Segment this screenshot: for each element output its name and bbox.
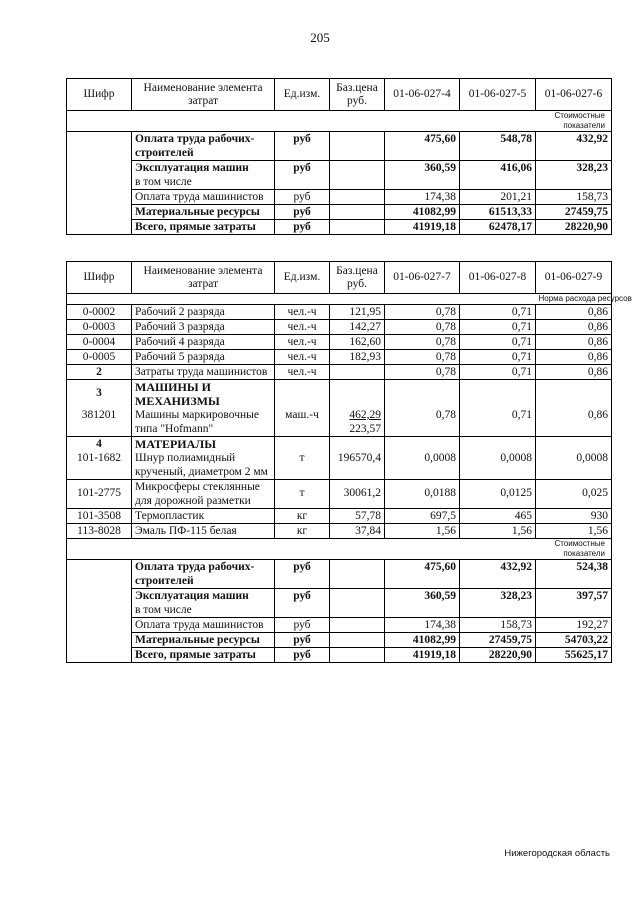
row-code: 0-0002	[67, 305, 132, 320]
row-name: Эксплуатация машин	[132, 161, 275, 176]
cell-value: 0,86	[536, 365, 612, 380]
table-row	[67, 380, 612, 409]
section-label: Стоимостные показатели	[536, 539, 612, 560]
cell-value: 524,38	[536, 560, 612, 589]
cell-value: 548,78	[460, 132, 536, 161]
price-bottom: 223,57	[349, 423, 381, 435]
cell-value: 0,78	[385, 365, 460, 380]
section-row	[67, 111, 612, 132]
header-column: 01-06-027-7	[385, 262, 460, 294]
row-name: Эксплуатация машин	[132, 589, 275, 604]
table-row	[67, 365, 612, 380]
cell-value: 0,78	[385, 320, 460, 335]
row-code: 2	[67, 365, 132, 380]
cell-value: 475,60	[385, 560, 460, 589]
row-unit: кг	[275, 524, 330, 539]
cell-value: 27459,75	[460, 633, 536, 648]
table-row	[67, 589, 612, 604]
cell-value: 54703,22	[536, 633, 612, 648]
header-code: Шифр	[67, 262, 132, 294]
table-row	[67, 451, 612, 480]
cell-value: 41919,18	[385, 220, 460, 235]
page-number: 205	[310, 30, 330, 45]
cell-value: 432,92	[460, 560, 536, 589]
cell-value: 0,71	[460, 365, 536, 380]
section-row	[67, 539, 612, 560]
header-unit: Ед.изм.	[275, 79, 330, 111]
cell-value: 1,56	[460, 524, 536, 539]
header-base-price: Баз.цена руб.	[330, 262, 385, 294]
cell-value: 0,71	[460, 408, 536, 437]
row-unit: чел.-ч	[275, 365, 330, 380]
cell-value: 174,38	[385, 618, 460, 633]
row-unit: т	[275, 480, 330, 509]
header-code: Шифр	[67, 79, 132, 111]
table-row	[67, 480, 612, 509]
cell-value: 41082,99	[385, 633, 460, 648]
cell-value: 201,21	[460, 190, 536, 205]
cost-table-1	[66, 78, 612, 235]
row-unit: руб	[275, 618, 330, 633]
table-row	[67, 305, 612, 320]
cell-value: 41919,18	[385, 648, 460, 663]
row-unit: руб	[275, 560, 330, 589]
row-unit: руб	[275, 648, 330, 663]
cell-value: 61513,33	[460, 205, 536, 220]
cell-value: 0,78	[385, 350, 460, 365]
row-price: 57,78	[330, 509, 385, 524]
row-name: Материальные ресурсы	[132, 633, 275, 648]
row-unit: чел.-ч	[275, 305, 330, 320]
cell-value: 0,0125	[460, 480, 536, 509]
cell-value: 0,0008	[536, 451, 612, 480]
cell-value: 0,0008	[385, 451, 460, 480]
cell-value: 0,0188	[385, 480, 460, 509]
table-header	[67, 262, 612, 294]
section-heading: МАТЕРИАЛЫ	[132, 437, 275, 452]
cell-value: 1,56	[536, 524, 612, 539]
cell-value: 328,23	[536, 161, 612, 176]
cell-value: 0,71	[460, 305, 536, 320]
table-row	[67, 437, 612, 452]
cell-value: 0,78	[385, 305, 460, 320]
header-column: 01-06-027-5	[460, 79, 536, 111]
row-code: 0-0004	[67, 335, 132, 350]
row-name: в том числе	[132, 175, 275, 190]
header-column: 01-06-027-6	[536, 79, 612, 111]
row-unit: маш.-ч	[275, 408, 330, 437]
row-price: 37,84	[330, 524, 385, 539]
row-name: Затраты труда машинистов	[132, 365, 275, 380]
table-row	[67, 633, 612, 648]
row-name: Всего, прямые затраты	[132, 220, 275, 235]
cell-value: 0,86	[536, 305, 612, 320]
row-name: Эмаль ПФ-115 белая	[132, 524, 275, 539]
row-name: Оплата труда машинистов	[132, 618, 275, 633]
row-name: Рабочий 5 разряда	[132, 350, 275, 365]
table-row	[67, 220, 612, 235]
cell-value: 158,73	[460, 618, 536, 633]
region-footer: Нижегородская область	[504, 848, 610, 859]
cell-value: 62478,17	[460, 220, 536, 235]
row-code: 0-0003	[67, 320, 132, 335]
row-name: в том числе	[132, 603, 275, 618]
row-name: Шнур полиамидный крученый, диаметром 2 мм	[132, 451, 275, 480]
row-unit: кг	[275, 509, 330, 524]
cell-value: 0,86	[536, 408, 612, 437]
table-row	[67, 161, 612, 176]
cell-value: 0,86	[536, 320, 612, 335]
cell-value: 55625,17	[536, 648, 612, 663]
header-column: 01-06-027-8	[460, 262, 536, 294]
cell-value: 28220,90	[460, 648, 536, 663]
table-row	[67, 205, 612, 220]
row-name: Рабочий 3 разряда	[132, 320, 275, 335]
row-name: Материальные ресурсы	[132, 205, 275, 220]
cell-value: 0,0008	[460, 451, 536, 480]
row-name: Термопластик	[132, 509, 275, 524]
cell-value: 465	[460, 509, 536, 524]
cell-value: 174,38	[385, 190, 460, 205]
table-row	[67, 509, 612, 524]
row-unit: руб	[275, 190, 330, 205]
table-row	[67, 320, 612, 335]
row-code: 3	[67, 380, 132, 409]
cell-value: 1,56	[385, 524, 460, 539]
table-row	[67, 603, 612, 618]
price-top: 462,29	[349, 409, 381, 421]
table-row	[67, 175, 612, 190]
cell-value: 930	[536, 509, 612, 524]
row-unit: руб	[275, 633, 330, 648]
row-code: 101-3508	[67, 509, 132, 524]
cell-value: 0,78	[385, 408, 460, 437]
section-label: Норма расхода ресурсов	[536, 294, 612, 305]
header-column: 01-06-027-4	[385, 79, 460, 111]
cell-value: 0,86	[536, 335, 612, 350]
row-price	[330, 408, 385, 437]
cell-value: 0,78	[385, 335, 460, 350]
row-unit: чел.-ч	[275, 320, 330, 335]
cell-value: 27459,75	[536, 205, 612, 220]
row-unit: руб	[275, 220, 330, 235]
row-name: Микросферы стеклянные для дорожной разметки	[132, 480, 275, 509]
row-unit: чел.-ч	[275, 335, 330, 350]
row-unit: руб	[275, 132, 330, 161]
row-code: 101-2775	[67, 480, 132, 509]
cell-value: 0,86	[536, 350, 612, 365]
table-row	[67, 618, 612, 633]
table-row	[67, 335, 612, 350]
row-price: 121,95	[330, 305, 385, 320]
row-unit: руб	[275, 589, 330, 604]
table-row	[67, 648, 612, 663]
row-name: Машины маркировочные типа "Hofmann"	[132, 408, 275, 437]
row-code: 4	[67, 437, 132, 452]
cell-value: 697,5	[385, 509, 460, 524]
row-name: Оплата труда машинистов	[132, 190, 275, 205]
cell-value: 41082,99	[385, 205, 460, 220]
cell-value: 0,71	[460, 350, 536, 365]
table-row	[67, 132, 612, 161]
cell-value: 0,025	[536, 480, 612, 509]
row-unit: руб	[275, 205, 330, 220]
row-name: Рабочий 2 разряда	[132, 305, 275, 320]
cell-value: 192,27	[536, 618, 612, 633]
table-row	[67, 350, 612, 365]
row-name: Рабочий 4 разряда	[132, 335, 275, 350]
table-row	[67, 560, 612, 589]
header-name: Наименование элемента затрат	[132, 262, 275, 294]
cell-value: 360,59	[385, 589, 460, 604]
cell-value: 360,59	[385, 161, 460, 176]
row-code: 381201	[67, 408, 132, 437]
cell-value: 0,71	[460, 335, 536, 350]
cell-value: 416,06	[460, 161, 536, 176]
cell-value: 28220,90	[536, 220, 612, 235]
header-base-price: Баз.цена руб.	[330, 79, 385, 111]
row-price: 30061,2	[330, 480, 385, 509]
row-name: Оплата труда рабочих-строителей	[132, 132, 275, 161]
cell-value: 0,71	[460, 320, 536, 335]
row-unit: руб	[275, 161, 330, 176]
row-price: 196570,4	[330, 451, 385, 480]
row-price: 182,93	[330, 350, 385, 365]
cell-value: 397,57	[536, 589, 612, 604]
table-row	[67, 524, 612, 539]
header-column: 01-06-027-9	[536, 262, 612, 294]
table-row	[67, 190, 612, 205]
cost-table-2	[66, 261, 632, 663]
row-name: Всего, прямые затраты	[132, 648, 275, 663]
cell-value: 158,73	[536, 190, 612, 205]
table-row	[67, 408, 612, 437]
row-price: 162,60	[330, 335, 385, 350]
section-label: Стоимостные показатели	[536, 111, 612, 132]
row-price: 142,27	[330, 320, 385, 335]
table-header	[67, 79, 612, 111]
cell-value: 432,92	[536, 132, 612, 161]
row-code: 101-1682	[67, 451, 132, 480]
row-unit: чел.-ч	[275, 350, 330, 365]
cell-value: 475,60	[385, 132, 460, 161]
row-code: 113-8028	[67, 524, 132, 539]
cell-value: 328,23	[460, 589, 536, 604]
header-unit: Ед.изм.	[275, 262, 330, 294]
section-heading: МАШИНЫ И МЕХАНИЗМЫ	[132, 380, 275, 409]
section-row	[67, 294, 612, 305]
header-name: Наименование элемента затрат	[132, 79, 275, 111]
row-code: 0-0005	[67, 350, 132, 365]
row-name: Оплата труда рабочих-строителей	[132, 560, 275, 589]
row-unit: т	[275, 451, 330, 480]
